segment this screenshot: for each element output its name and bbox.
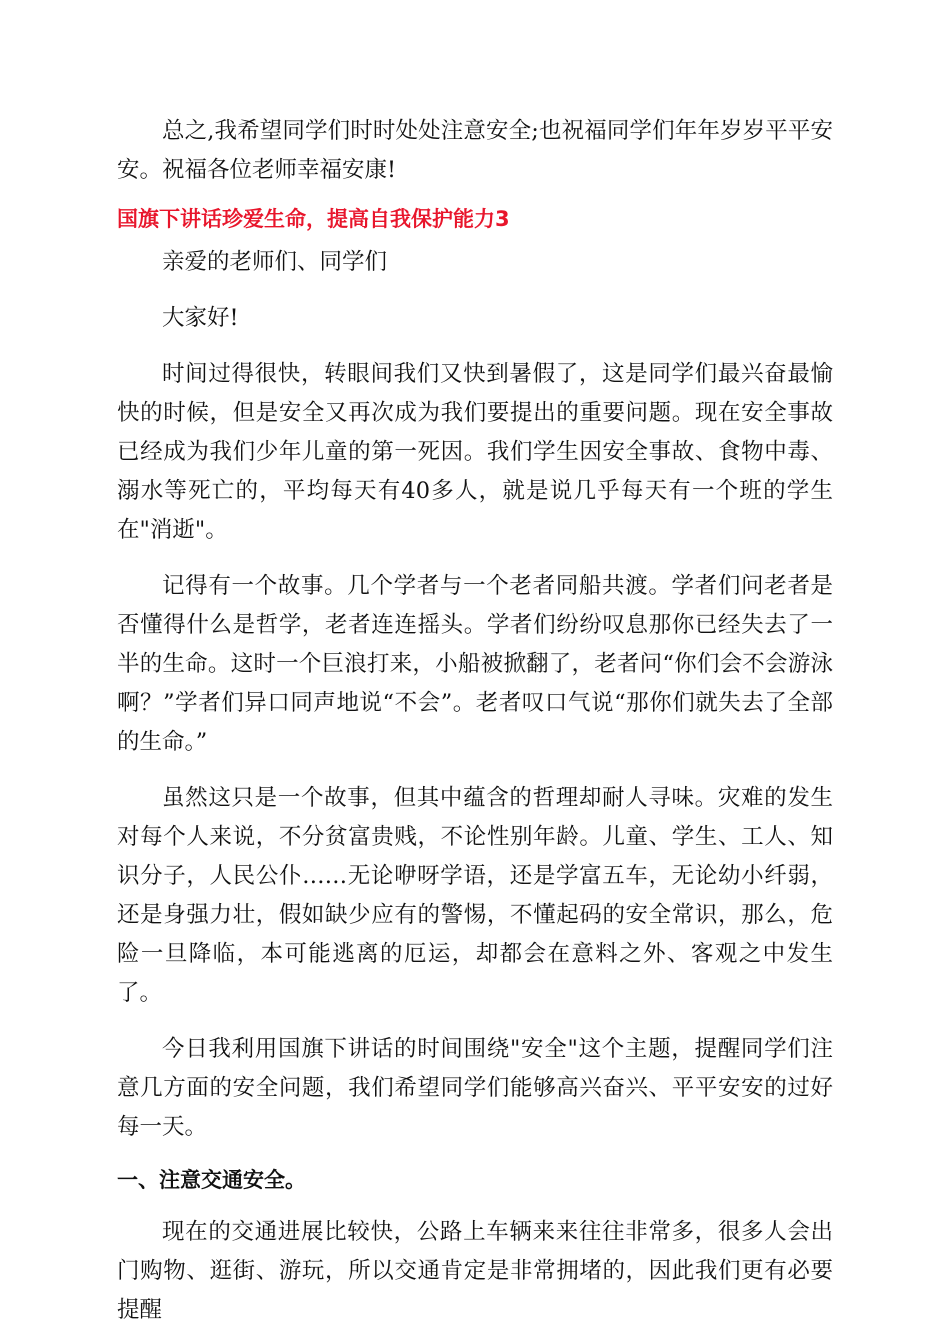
document-page: [117, 112, 833, 1330]
paragraph-1: 时间过得很快，转眼间我们又快到暑假了，这是同学们最兴奋最愉快的时候，但是安全又再次成为我们要提出的重要问题。现在安全事故已经成为我们少年儿童的第一死因。我们学生因安全事故、食物中毒、溺水等死亡的，平均每天有40多人，就是说几乎每天有一个班的学生在"消逝"。: [117, 361, 833, 543]
paragraph-4: 今日我利用国旗下讲话的时间围绕"安全"这个主题，提醒同学们注意几方面的安全问题，我们希望同学们能够高兴奋兴、平平安安的过好每一天。: [117, 1036, 833, 1140]
subheading-traffic-safety: 一、注意交通安全。: [117, 1168, 306, 1192]
paragraph-5: 现在的交通进展比较快，公路上车辆来来往往非常多，很多人会出门购物、逛街、游玩，所以交通肯定是非常拥堵的，因此我们更有必要提醒: [117, 1219, 833, 1323]
closing-paragraph: 总之,我希望同学们时时处处注意安全;也祝福同学们年年岁岁平平安安。祝福各位老师幸福安康!: [117, 118, 833, 183]
paragraph-3: 虽然这只是一个故事，但其中蕴含的哲理却耐人寻味。灾难的发生对每个人来说，不分贫富贵贱，不论性别年龄。儿童、学生、工人、知识分子，人民公仆……无论咿呀学语，还是学富五车，无论幼小纤弱，还是身强力壮，假如缺少应有的警惕，不懂起码的安全常识，那么，危险一旦降临，本可能逃离的厄运，却都会在意料之外、客观之中发生了。: [117, 785, 833, 1006]
section-title: 国旗下讲话珍爱生命，提高自我保护能力3: [117, 207, 510, 231]
greeting-line: 亲爱的老师们、同学们: [162, 249, 388, 275]
paragraph-2: 记得有一个故事。几个学者与一个老者同船共渡。学者们问老者是否懂得什么是哲学，老者连连摇头。学者们纷纷叹息那你已经失去了一半的生命。这时一个巨浪打来，小船被掀翻了，老者问“你们会不会游泳啊？”学者们异口同声地说“不会”。老者叹口气说“那你们就失去了全部的生命。”: [117, 573, 833, 755]
hello-line: 大家好!: [162, 305, 239, 331]
